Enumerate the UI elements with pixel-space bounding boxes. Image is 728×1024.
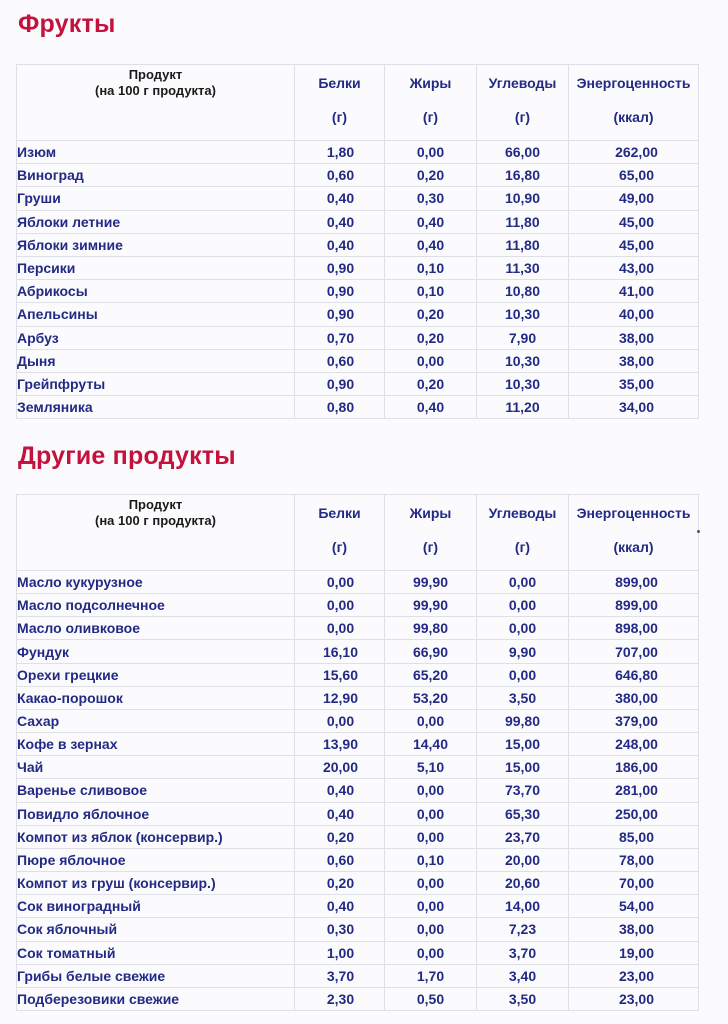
protein-cell: 2,30 [295, 987, 385, 1010]
fat-cell: 0,20 [385, 372, 477, 395]
fat-cell: 0,00 [385, 918, 477, 941]
product-name-cell: Виноград [17, 164, 295, 187]
energy-header-unit: (ккал) [613, 109, 654, 125]
fat-cell: 99,90 [385, 571, 477, 594]
fat-cell: 0,00 [385, 941, 477, 964]
fruits-table-header [17, 65, 699, 141]
product-name-cell: Грейпфруты [17, 372, 295, 395]
fat-cell: 0,00 [385, 779, 477, 802]
fat-cell: 0,40 [385, 210, 477, 233]
energy-cell: 646,80 [569, 663, 699, 686]
table-row [17, 964, 699, 987]
energy-cell: 40,00 [569, 303, 699, 326]
protein-cell: 0,60 [295, 164, 385, 187]
product-name-cell: Фундук [17, 640, 295, 663]
fat-cell: 0,30 [385, 187, 477, 210]
table-row [17, 848, 699, 871]
product-name-cell: Земляника [17, 396, 295, 419]
energy-cell: 248,00 [569, 733, 699, 756]
fat-cell: 53,20 [385, 686, 477, 709]
product-name-cell: Персики [17, 256, 295, 279]
fat-cell: 0,20 [385, 164, 477, 187]
carbs-cell: 3,40 [477, 964, 569, 987]
energy-cell: 41,00 [569, 280, 699, 303]
carbs-cell: 7,90 [477, 326, 569, 349]
protein-cell: 1,00 [295, 941, 385, 964]
product-header-line1: Продукт [128, 497, 183, 512]
table-row [17, 349, 699, 372]
protein-cell: 0,80 [295, 396, 385, 419]
table-row [17, 825, 699, 848]
fat-column-header [385, 495, 477, 571]
product-name-cell: Кофе в зернах [17, 733, 295, 756]
fat-cell: 1,70 [385, 964, 477, 987]
protein-cell: 3,70 [295, 964, 385, 987]
energy-cell: 85,00 [569, 825, 699, 848]
energy-cell: 34,00 [569, 396, 699, 419]
product-name-cell: Компот из груш (консервир.) [17, 872, 295, 895]
energy-column-header [569, 495, 699, 571]
product-name-cell: Грибы белые свежие [17, 964, 295, 987]
fat-cell: 0,00 [385, 872, 477, 895]
carbs-cell: 3,50 [477, 686, 569, 709]
protein-cell: 0,20 [295, 825, 385, 848]
protein-cell: 0,90 [295, 256, 385, 279]
energy-column-header [569, 65, 699, 141]
energy-cell: 899,00 [569, 594, 699, 617]
carbs-cell: 99,80 [477, 709, 569, 732]
carbs-cell: 66,00 [477, 141, 569, 164]
protein-cell: 0,90 [295, 303, 385, 326]
product-name-cell: Масло подсолнечное [17, 594, 295, 617]
fat-cell: 0,00 [385, 349, 477, 372]
energy-cell: 380,00 [569, 686, 699, 709]
fruits-table [16, 64, 699, 419]
protein-cell: 1,80 [295, 141, 385, 164]
fat-cell: 0,20 [385, 326, 477, 349]
fat-cell: 0,10 [385, 848, 477, 871]
energy-cell: 250,00 [569, 802, 699, 825]
table-row [17, 396, 699, 419]
carbs-cell: 15,00 [477, 756, 569, 779]
carbs-cell: 73,70 [477, 779, 569, 802]
carbs-cell: 0,00 [477, 617, 569, 640]
product-name-cell: Какао-порошок [17, 686, 295, 709]
protein-cell: 0,70 [295, 326, 385, 349]
table-row [17, 709, 699, 732]
fat-header-label: Жиры [409, 75, 452, 91]
table-row [17, 779, 699, 802]
energy-cell: 23,00 [569, 987, 699, 1010]
energy-header-label: Энергоценность [576, 505, 691, 521]
fat-cell: 0,00 [385, 802, 477, 825]
energy-cell: 23,00 [569, 964, 699, 987]
product-name-cell: Орехи грецкие [17, 663, 295, 686]
fat-cell: 0,00 [385, 709, 477, 732]
energy-cell: 43,00 [569, 256, 699, 279]
fat-cell: 0,20 [385, 303, 477, 326]
product-name-cell: Яблоки зимние [17, 233, 295, 256]
product-column-header [17, 495, 295, 571]
energy-cell: 54,00 [569, 895, 699, 918]
other-products-table [16, 494, 699, 1011]
carbs-cell: 0,00 [477, 663, 569, 686]
product-name-cell: Чай [17, 756, 295, 779]
protein-cell: 0,40 [295, 210, 385, 233]
energy-header-unit: (ккал) [613, 539, 654, 555]
table-row [17, 987, 699, 1010]
fat-cell: 0,40 [385, 396, 477, 419]
fat-cell: 99,90 [385, 594, 477, 617]
table-row [17, 756, 699, 779]
energy-cell: 898,00 [569, 617, 699, 640]
fat-header-label: Жиры [409, 505, 452, 521]
carbs-cell: 11,80 [477, 210, 569, 233]
carbs-cell: 10,30 [477, 372, 569, 395]
carbs-cell: 7,23 [477, 918, 569, 941]
table-row [17, 303, 699, 326]
carbs-cell: 0,00 [477, 571, 569, 594]
carbs-column-header [477, 495, 569, 571]
table-row [17, 280, 699, 303]
fat-cell: 99,80 [385, 617, 477, 640]
carbs-cell: 23,70 [477, 825, 569, 848]
table-row [17, 802, 699, 825]
product-name-cell: Пюре яблочное [17, 848, 295, 871]
table-row [17, 187, 699, 210]
table-row [17, 918, 699, 941]
energy-cell: 281,00 [569, 779, 699, 802]
protein-cell: 0,60 [295, 848, 385, 871]
energy-cell: 379,00 [569, 709, 699, 732]
product-name-cell: Груши [17, 187, 295, 210]
energy-cell: 186,00 [569, 756, 699, 779]
carbs-cell: 3,70 [477, 941, 569, 964]
other-products-table-header [17, 495, 699, 571]
protein-cell: 0,20 [295, 872, 385, 895]
carbs-cell: 16,80 [477, 164, 569, 187]
fat-cell: 66,90 [385, 640, 477, 663]
protein-cell: 16,10 [295, 640, 385, 663]
energy-cell: 38,00 [569, 349, 699, 372]
product-header-line1: Продукт [128, 67, 183, 82]
product-name-cell: Компот из яблок (консервир.) [17, 825, 295, 848]
protein-cell: 0,60 [295, 349, 385, 372]
table-row [17, 663, 699, 686]
product-name-cell: Дыня [17, 349, 295, 372]
energy-cell: 70,00 [569, 872, 699, 895]
carbs-cell: 20,00 [477, 848, 569, 871]
protein-cell: 0,40 [295, 187, 385, 210]
carbs-cell: 10,30 [477, 349, 569, 372]
product-name-cell: Сахар [17, 709, 295, 732]
carbs-cell: 10,90 [477, 187, 569, 210]
protein-header-unit: (г) [331, 109, 348, 125]
protein-cell: 0,00 [295, 594, 385, 617]
carbs-cell: 11,80 [477, 233, 569, 256]
energy-cell: 78,00 [569, 848, 699, 871]
table-row [17, 141, 699, 164]
protein-header-unit: (г) [331, 539, 348, 555]
energy-cell: 38,00 [569, 918, 699, 941]
table-row [17, 733, 699, 756]
product-name-cell: Абрикосы [17, 280, 295, 303]
protein-cell: 0,90 [295, 280, 385, 303]
fat-cell: 0,00 [385, 141, 477, 164]
energy-header-label: Энергоценность [576, 75, 691, 91]
protein-cell: 0,40 [295, 802, 385, 825]
fat-cell: 0,40 [385, 233, 477, 256]
carbs-cell: 20,60 [477, 872, 569, 895]
fat-cell: 14,40 [385, 733, 477, 756]
protein-cell: 20,00 [295, 756, 385, 779]
fat-cell: 0,10 [385, 256, 477, 279]
carbs-header-label: Углеводы [488, 505, 557, 521]
fat-cell: 5,10 [385, 756, 477, 779]
product-name-cell: Варенье сливовое [17, 779, 295, 802]
protein-cell: 0,40 [295, 895, 385, 918]
carbs-header-unit: (г) [514, 539, 531, 555]
protein-cell: 0,00 [295, 571, 385, 594]
product-name-cell: Изюм [17, 141, 295, 164]
product-name-cell: Сок яблочный [17, 918, 295, 941]
protein-cell: 0,40 [295, 233, 385, 256]
other-products-section-title: Другие продукты [18, 442, 236, 470]
table-row [17, 941, 699, 964]
table-row [17, 640, 699, 663]
protein-cell: 0,00 [295, 617, 385, 640]
carbs-column-header [477, 65, 569, 141]
protein-cell: 15,60 [295, 663, 385, 686]
energy-cell: 45,00 [569, 233, 699, 256]
fat-cell: 0,00 [385, 825, 477, 848]
energy-cell: 707,00 [569, 640, 699, 663]
table-row [17, 872, 699, 895]
table-row [17, 372, 699, 395]
product-header-line2: (на 100 г продукта) [95, 83, 216, 98]
carbs-header-unit: (г) [514, 109, 531, 125]
other-products-table-body [17, 571, 699, 1011]
protein-column-header [295, 495, 385, 571]
carbs-cell: 10,30 [477, 303, 569, 326]
protein-column-header [295, 65, 385, 141]
carbs-cell: 65,30 [477, 802, 569, 825]
table-row [17, 256, 699, 279]
protein-cell: 0,40 [295, 779, 385, 802]
protein-cell: 13,90 [295, 733, 385, 756]
table-row [17, 210, 699, 233]
table-row [17, 895, 699, 918]
fat-cell: 0,10 [385, 280, 477, 303]
carbs-cell: 11,30 [477, 256, 569, 279]
carbs-cell: 3,50 [477, 987, 569, 1010]
product-name-cell: Арбуз [17, 326, 295, 349]
energy-cell: 19,00 [569, 941, 699, 964]
fat-header-unit: (г) [422, 539, 439, 555]
table-row [17, 594, 699, 617]
fruits-section-title: Фрукты [18, 10, 116, 38]
protein-header-label: Белки [318, 75, 361, 91]
product-column-header [17, 65, 295, 141]
product-name-cell: Апельсины [17, 303, 295, 326]
carbs-cell: 0,00 [477, 594, 569, 617]
carbs-header-label: Углеводы [488, 75, 557, 91]
energy-cell: 49,00 [569, 187, 699, 210]
product-name-cell: Масло кукурузное [17, 571, 295, 594]
carbs-cell: 10,80 [477, 280, 569, 303]
fruits-table-body [17, 141, 699, 419]
fat-header-unit: (г) [422, 109, 439, 125]
carbs-cell: 11,20 [477, 396, 569, 419]
carbs-cell: 9,90 [477, 640, 569, 663]
table-row [17, 164, 699, 187]
product-name-cell: Масло оливковое [17, 617, 295, 640]
carbs-cell: 14,00 [477, 895, 569, 918]
energy-cell: 65,00 [569, 164, 699, 187]
product-name-cell: Сок томатный [17, 941, 295, 964]
table-row [17, 617, 699, 640]
table-row [17, 233, 699, 256]
energy-cell: 45,00 [569, 210, 699, 233]
product-name-cell: Яблоки летние [17, 210, 295, 233]
fat-cell: 0,50 [385, 987, 477, 1010]
energy-cell: 899,00 [569, 571, 699, 594]
energy-cell: 262,00 [569, 141, 699, 164]
carbs-cell: 15,00 [477, 733, 569, 756]
table-row [17, 571, 699, 594]
protein-header-label: Белки [318, 505, 361, 521]
protein-cell: 0,30 [295, 918, 385, 941]
fat-cell: 0,00 [385, 895, 477, 918]
product-name-cell: Повидло яблочное [17, 802, 295, 825]
table-row [17, 326, 699, 349]
energy-cell: 38,00 [569, 326, 699, 349]
table-row [17, 686, 699, 709]
product-name-cell: Подберезовики свежие [17, 987, 295, 1010]
energy-cell: 35,00 [569, 372, 699, 395]
product-header-line2: (на 100 г продукта) [95, 513, 216, 528]
fat-cell: 65,20 [385, 663, 477, 686]
protein-cell: 0,00 [295, 709, 385, 732]
protein-cell: 0,90 [295, 372, 385, 395]
fat-column-header [385, 65, 477, 141]
protein-cell: 12,90 [295, 686, 385, 709]
print-speck [697, 530, 700, 533]
product-name-cell: Сок виноградный [17, 895, 295, 918]
